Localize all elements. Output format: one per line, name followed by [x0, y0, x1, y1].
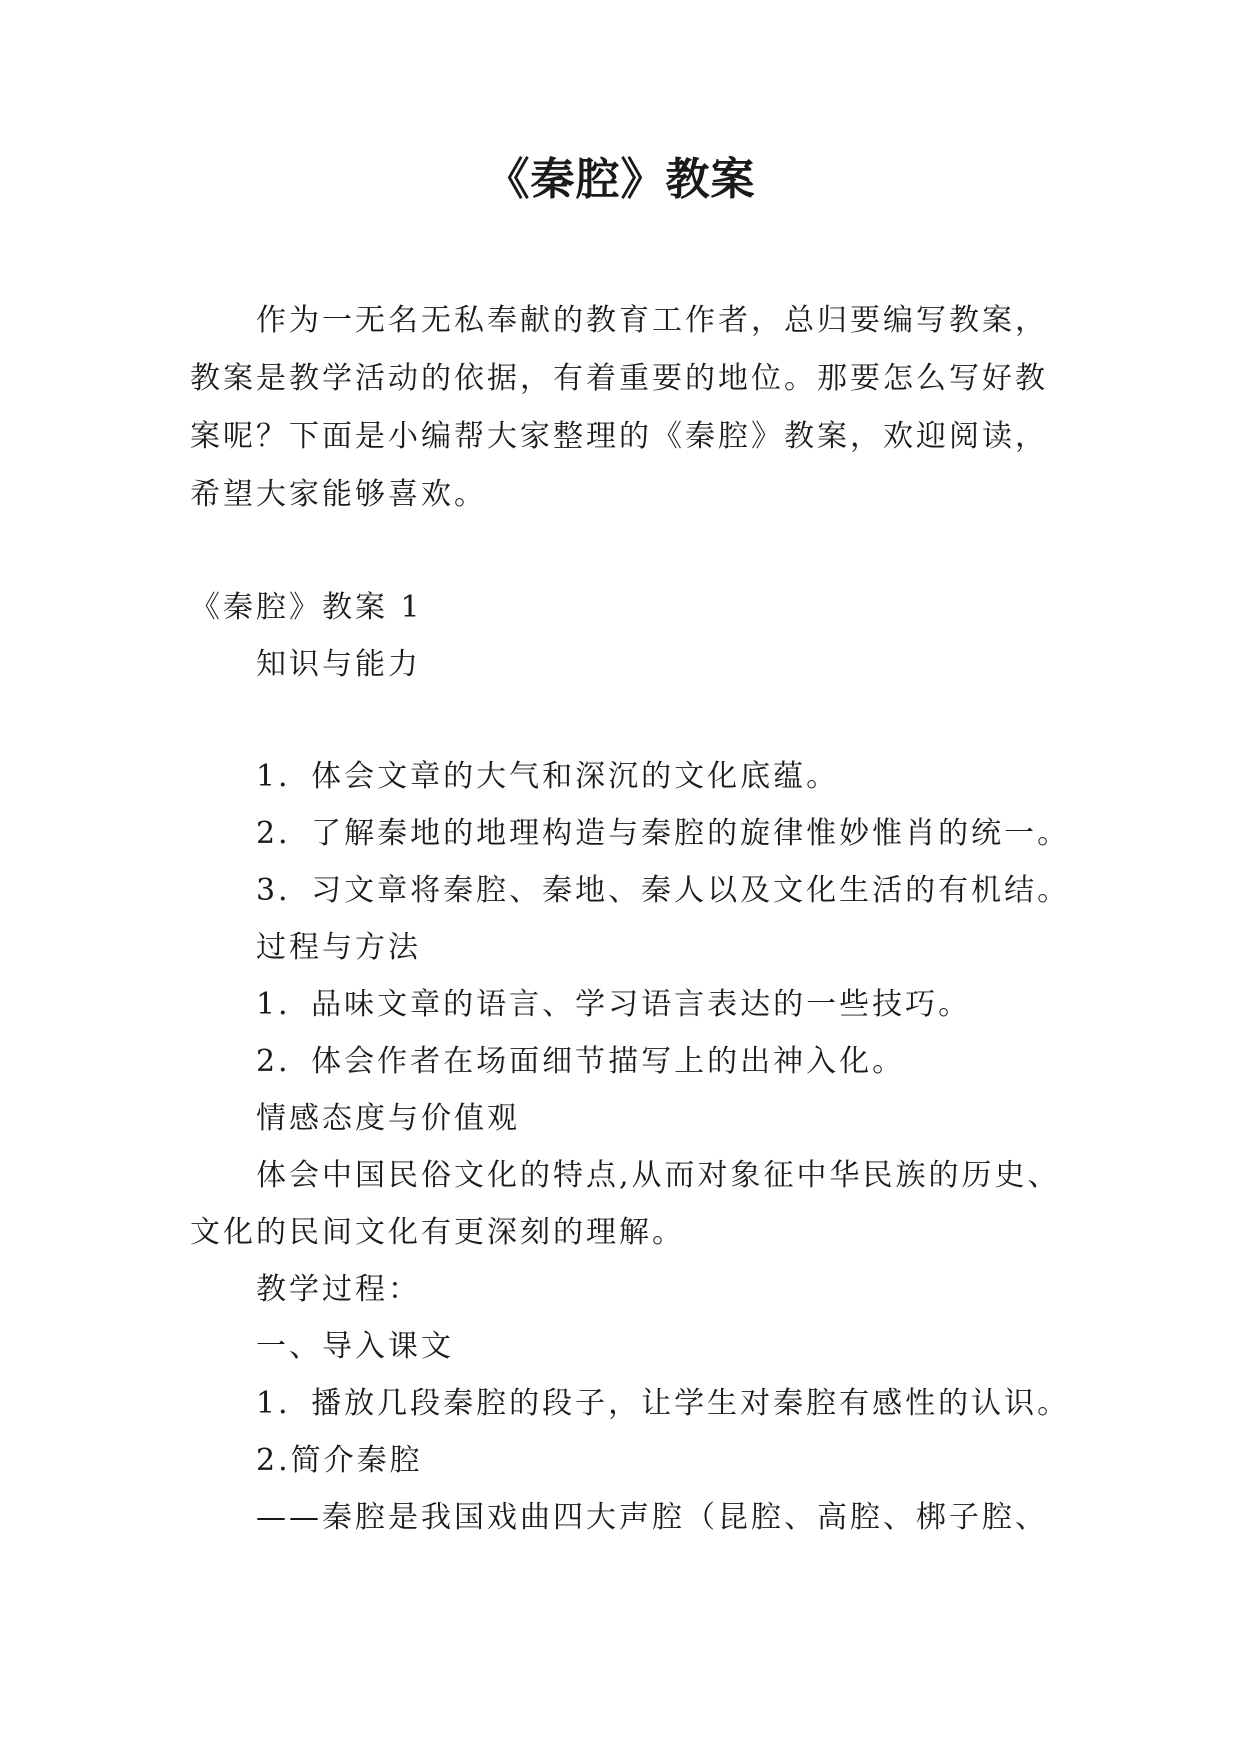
list-item: 2．体会作者在场面细节描写上的出神入化。: [256, 1044, 906, 1079]
list-item: 3．习文章将秦腔、秦地、秦人以及文化生活的有机结。: [256, 873, 1071, 908]
subheading-knowledge: 知识与能力: [256, 647, 421, 682]
intro-paragraph: 作为一无名无私奉献的教育工作者，总归要编写教案，教案是教学活动的依据，有着重要的地位。那要怎么写好教案呢？下面是小编帮大家整理的《秦腔》教案，欢迎阅读，希望大家能够喜欢。: [190, 303, 1048, 512]
section-heading-1: 《秦腔》教案 1: [190, 590, 423, 625]
subheading-process: 过程与方法: [256, 930, 421, 965]
paragraph-line: 文化的民间文化有更深刻的理解。: [190, 1215, 685, 1250]
subheading-values: 情感态度与价值观: [256, 1101, 520, 1136]
document-title: 《秦腔》教案: [485, 154, 756, 205]
list-item: 2.简介秦腔: [256, 1443, 423, 1478]
list-item: 1．播放几段秦腔的段子，让学生对秦腔有感性的认识。: [256, 1386, 1071, 1421]
paragraph-line: ——秦腔是我国戏曲四大声腔（昆腔、高腔、梆子腔、: [256, 1500, 1048, 1535]
list-item: 1．体会文章的大气和深沉的文化底蕴。: [256, 759, 840, 794]
subheading-teaching-process: 教学过程：: [256, 1272, 421, 1307]
paragraph-line: 体会中国民俗文化的特点,从而对象征中华民族的历史、: [256, 1158, 1061, 1193]
list-item: 2．了解秦地的地理构造与秦腔的旋律惟妙惟肖的统一。: [256, 816, 1071, 851]
list-item: 1．品味文章的语言、学习语言表达的一些技巧。: [256, 987, 972, 1022]
subheading-intro-lesson: 一、导入课文: [256, 1329, 454, 1364]
